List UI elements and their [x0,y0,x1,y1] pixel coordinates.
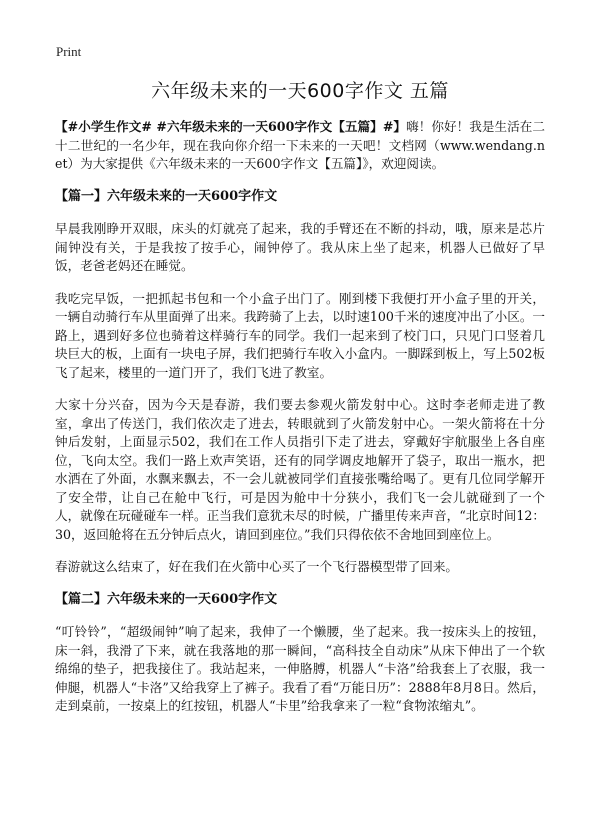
section-1-paragraph-1: 早晨我刚睁开双眼，床头的灯就亮了起来，我的手臂还在不断的抖动，哦，原来是芯片闹钟没有关，于是我按了按手心，闹钟停了。我从床上坐了起来，机器人已做好了早饭，老爸老妈还在睡觉。 [55,221,545,273]
intro-text: 嗨！你好！我是生活在二十二世纪的一名少年，现在我向你介绍一下未来的一天吧！文档网（www.wendang.net）为大家提供《六年级未来的一天600字作文【五篇】》，欢迎阅读。 [55,119,546,171]
section-1-paragraph-4: 春游就这么结束了，好在我们在火箭中心买了一个飞行器模型带了回来。 [55,559,458,574]
section-heading-2: 【篇二】六年级未来的一天600字作文 [55,591,278,607]
print-link[interactable]: Print [56,44,82,59]
document-title: 六年级未来的一天600字作文 五篇 [151,80,449,102]
intro-paragraph [55,118,545,174]
document-body [55,118,545,730]
section-2-paragraph-1: “叮铃铃”，“超级闹钟”响了起来，我伸了一个懒腰，坐了起来。我一按床头上的按钮，床一斜，我滑了下来，就在我落地的那一瞬间，“高科技全自动床”从床下伸出了一个软绵绵的垫子，把我接住了。我站起来，一伸胳膊，机器人“卡洛”给我套上了衣服，我一伸腿，机器人“卡洛”又给我穿上了裤子。我看了看“万能日历”：2888年8月8日。然后，走到桌前，一按桌上的红按钮，机器人“卡里”给我拿来了一粒“食物浓缩丸”。 [55,624,545,713]
section-1-paragraph-3: 大家十分兴奋，因为今天是春游，我们要去参观火箭发射中心。这时李老师走进了教室，拿出了传送门，我们依次走了进去，转眼就到了火箭发射中心。一架火箭将在十分钟后发射，上面显示502，我们在工作人员指引下走了进去，穿戴好宇航服坐上各自座位，飞向太空。我们一路上欢声笑语，还有的同学调皮地解开了袋子，取出一瓶水，把水洒在了外面，水飘来飘去，不一会儿就被同学们直接张嘴给喝了。更有几位同学解开了安全带，让自己在舱中飞行，可是因为舱中十分狭小，我们飞一会儿就碰到了一个人，就像在玩碰碰车一样。正当我们意犹未尽的时候，广播里传来声音，“北京时间12：30，返回舱将在五分钟后点火，请回到座位。”我们只得依依不舍地回到座位上。 [55,397,545,542]
section-1-paragraph-2: 我吃完早饭，一把抓起书包和一个小盒子出门了。刚到楼下我便打开小盒子里的开关，一辆自动骑行车从里面弹了出来。我跨骑了上去，以时速100千米的速度冲出了小区。一路上，遇到好多位也骑着这样骑行车的同学。我们一起来到了校门口，只见门口竖着几块巨大的板，上面有一块电子屏，我们把骑行车收入小盒内。一脚踩到板上，写上502板飞了起来，楼里的一道门开了，我们飞进了教室。 [55,290,546,380]
intro-tag: 【#小学生作文# #六年级未来的一天600字作文【五篇】#】 [55,119,407,134]
section-heading-1: 【篇一】六年级未来的一天600字作文 [55,188,278,204]
